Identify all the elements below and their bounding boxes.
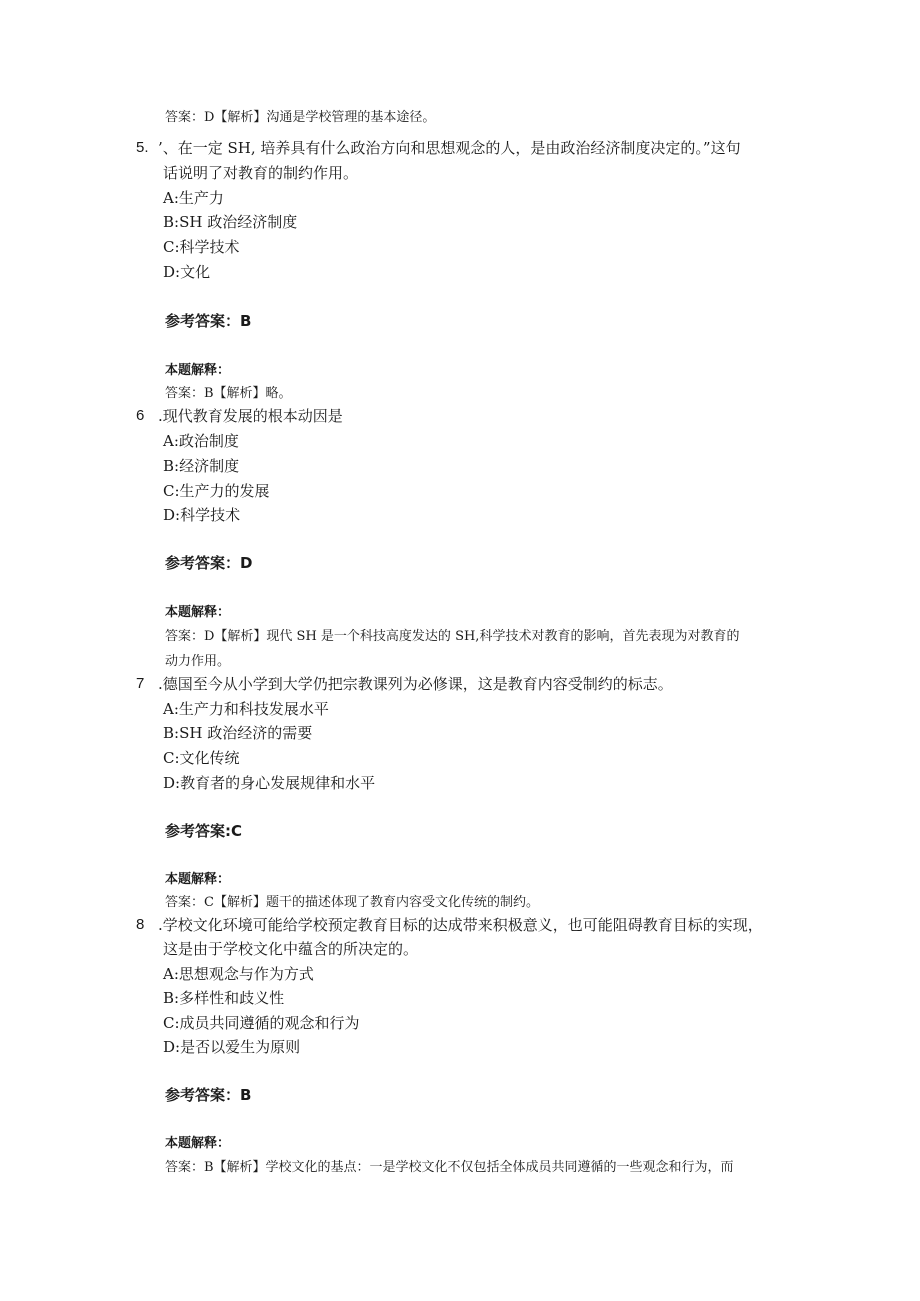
explanation-label: 本题解释： — [165, 605, 231, 620]
explanation-text: 答案：B【解析】略。 — [165, 386, 292, 401]
option-c: C:生产力的发展 — [163, 482, 270, 500]
question-number: 8 — [136, 916, 145, 933]
explanation-label: 本题解释： — [165, 872, 231, 887]
reference-answer: 参考答案：D — [165, 554, 253, 572]
option-c: C:文化传统 — [163, 749, 240, 767]
option-d: D:科学技术 — [163, 506, 241, 524]
question-number: 5. — [136, 139, 149, 156]
option-b: B:SH 政治经济的需要 — [163, 724, 313, 742]
option-a: A:思想观念与作为方式 — [163, 965, 314, 983]
reference-answer: 参考答案：B — [165, 1086, 252, 1104]
option-a: A:政治制度 — [163, 432, 239, 450]
option-a: A:生产力 — [163, 189, 224, 207]
explanation-text: 答案：B【解析】学校文化的基点：一是学校文化不仅包括全体成员共同遵循的一些观念和行为，而 — [165, 1160, 734, 1175]
option-d: D:文化 — [163, 263, 211, 281]
explanation-text-continued: 动力作用。 — [165, 654, 231, 669]
option-d: D:教育者的身心发展规律和水平 — [163, 774, 376, 792]
question-text: .德国至今从小学到大学仍把宗教课列为必修课，这是教育内容受制约的标志。 — [158, 675, 673, 693]
question-text-continued: 话说明了对教育的制约作用。 — [163, 164, 359, 182]
reference-answer: 参考答案：B — [165, 312, 252, 330]
question-text: .学校文化环境可能给学校预定教育目标的达成带来积极意义，也可能阻碍教育目标的实现， — [158, 916, 763, 934]
option-b: B:多样性和歧义性 — [163, 989, 285, 1007]
option-c: C:科学技术 — [163, 238, 240, 256]
question-number: 6 — [136, 407, 145, 424]
option-b: B:经济制度 — [163, 457, 240, 475]
explanation-label: 本题解释： — [165, 1136, 231, 1151]
question-text: ’、在一定 SH, 培养具有什么政治方向和思想观念的人，是由政治经济制度决定的。”这句 — [158, 139, 741, 157]
question-text-continued: 这是由于学校文化中蕴含的所决定的。 — [163, 940, 419, 958]
option-c: C:成员共同遵循的观念和行为 — [163, 1014, 360, 1032]
option-d: D:是否以爱生为原则 — [163, 1038, 301, 1056]
explanation-text: 答案：C【解析】题干的描述体现了教育内容受文化传统的制约。 — [165, 895, 539, 910]
explanation-text: 答案：D【解析】沟通是学校管理的基本途径。 — [165, 110, 436, 125]
explanation-text: 答案：D【解析】现代 SH 是一个科技高度发达的 SH,科学技术对教育的影响，首先表现为对教育的 — [165, 629, 740, 644]
question-text: .现代教育发展的根本动因是 — [158, 407, 343, 425]
option-b: B:SH 政治经济制度 — [163, 213, 298, 231]
reference-answer: 参考答案:C — [165, 822, 243, 840]
explanation-label: 本题解释： — [165, 363, 231, 378]
option-a: A:生产力和科技发展水平 — [163, 700, 329, 718]
question-number: 7 — [136, 675, 145, 692]
